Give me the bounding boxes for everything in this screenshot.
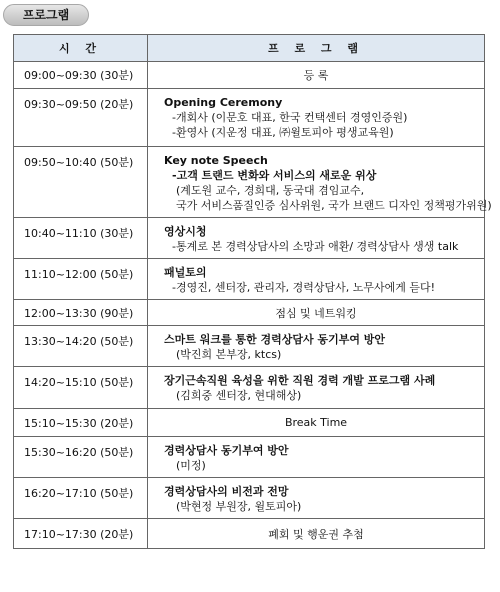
table-row — [14, 519, 485, 549]
program-table — [13, 34, 492, 549]
table-row — [14, 259, 485, 300]
program-cell — [148, 218, 485, 259]
time-cell: 14:20~15:10 (50분) — [14, 367, 148, 409]
session-title: 장기근속직원 육성을 위한 직원 경력 개발 프로그램 사례 — [164, 374, 436, 387]
session-detail: (미정) — [176, 459, 206, 472]
session-detail: (박진희 본부장, ktcs) — [176, 348, 282, 361]
program-cell — [148, 259, 485, 300]
session-detail: (박현정 부원장, 윌토피아) — [176, 500, 302, 513]
program-cell: 등 록 — [148, 62, 485, 89]
time-cell: 12:00~13:30 (90분) — [14, 300, 148, 326]
session-title: Opening Ceremony — [164, 96, 283, 109]
table-row — [14, 147, 485, 218]
time-cell: 09:30~09:50 (20분) — [14, 89, 148, 147]
session-detail: -고객 트랜드 변화와 서비스의 새로운 위상 — [172, 169, 377, 182]
table-body — [14, 62, 492, 549]
session-detail: (계도원 교수, 경희대, 동국대 겸임교수, — [176, 184, 365, 197]
program-cell — [148, 147, 492, 218]
time-cell: 10:40~11:10 (30분) — [14, 218, 148, 259]
session-detail: -통계로 본 경력상담사의 소망과 애환/ 경력상담사 생생 talk — [172, 240, 459, 253]
program-cell: Break Time — [148, 409, 485, 437]
table-row — [14, 409, 485, 437]
header-program: 프 로 그 램 — [148, 35, 485, 62]
session-detail: -경영진, 센터장, 관리자, 경력상담사, 노무사에게 듣다! — [172, 281, 435, 294]
table-row — [14, 62, 485, 89]
session-title: 패널토의 — [164, 266, 207, 279]
table-row — [14, 300, 485, 326]
session-title: 영상시청 — [164, 225, 207, 238]
table-header-row — [14, 35, 485, 62]
time-cell: 13:30~14:20 (50분) — [14, 326, 148, 367]
table-row — [14, 89, 485, 147]
time-cell: 09:50~10:40 (50분) — [14, 147, 148, 218]
time-cell: 11:10~12:00 (50분) — [14, 259, 148, 300]
program-cell: 폐회 및 행운권 추첨 — [148, 519, 485, 549]
program-cell — [148, 89, 485, 147]
session-detail: (김희중 센터장, 현대해상) — [176, 389, 302, 402]
table-row — [14, 326, 485, 367]
time-cell: 09:00~09:30 (30분) — [14, 62, 148, 89]
session-title: 경력상담사 동기부여 방안 — [164, 444, 289, 457]
session-detail: -개회사 (이문호 대표, 한국 컨택센터 경영인증원) — [172, 111, 408, 124]
program-cell: 점심 및 네트워킹 — [148, 300, 485, 326]
time-cell: 17:10~17:30 (20분) — [14, 519, 148, 549]
table-row — [14, 437, 485, 478]
session-title: Key note Speech — [164, 154, 268, 167]
session-title: 경력상담사의 비전과 전망 — [164, 485, 289, 498]
program-cell — [148, 367, 485, 409]
section-tab: 프로그램 — [3, 4, 89, 26]
time-cell: 15:30~16:20 (50분) — [14, 437, 148, 478]
header-time: 시 간 — [14, 35, 148, 62]
time-cell: 16:20~17:10 (50분) — [14, 478, 148, 519]
table-row — [14, 367, 485, 409]
session-detail: -환영사 (지운정 대표, ㈜윌토피아 평생교육원) — [172, 126, 394, 139]
session-detail: 국가 서비스품질인증 심사위원, 국가 브랜드 디자인 정책평가위원) — [176, 199, 492, 212]
time-cell: 15:10~15:30 (20분) — [14, 409, 148, 437]
program-cell — [148, 478, 485, 519]
program-cell — [148, 326, 485, 367]
program-cell — [148, 437, 485, 478]
table-row — [14, 218, 485, 259]
table-row — [14, 478, 485, 519]
session-title: 스마트 워크를 통한 경력상담사 동기부여 방안 — [164, 333, 386, 346]
